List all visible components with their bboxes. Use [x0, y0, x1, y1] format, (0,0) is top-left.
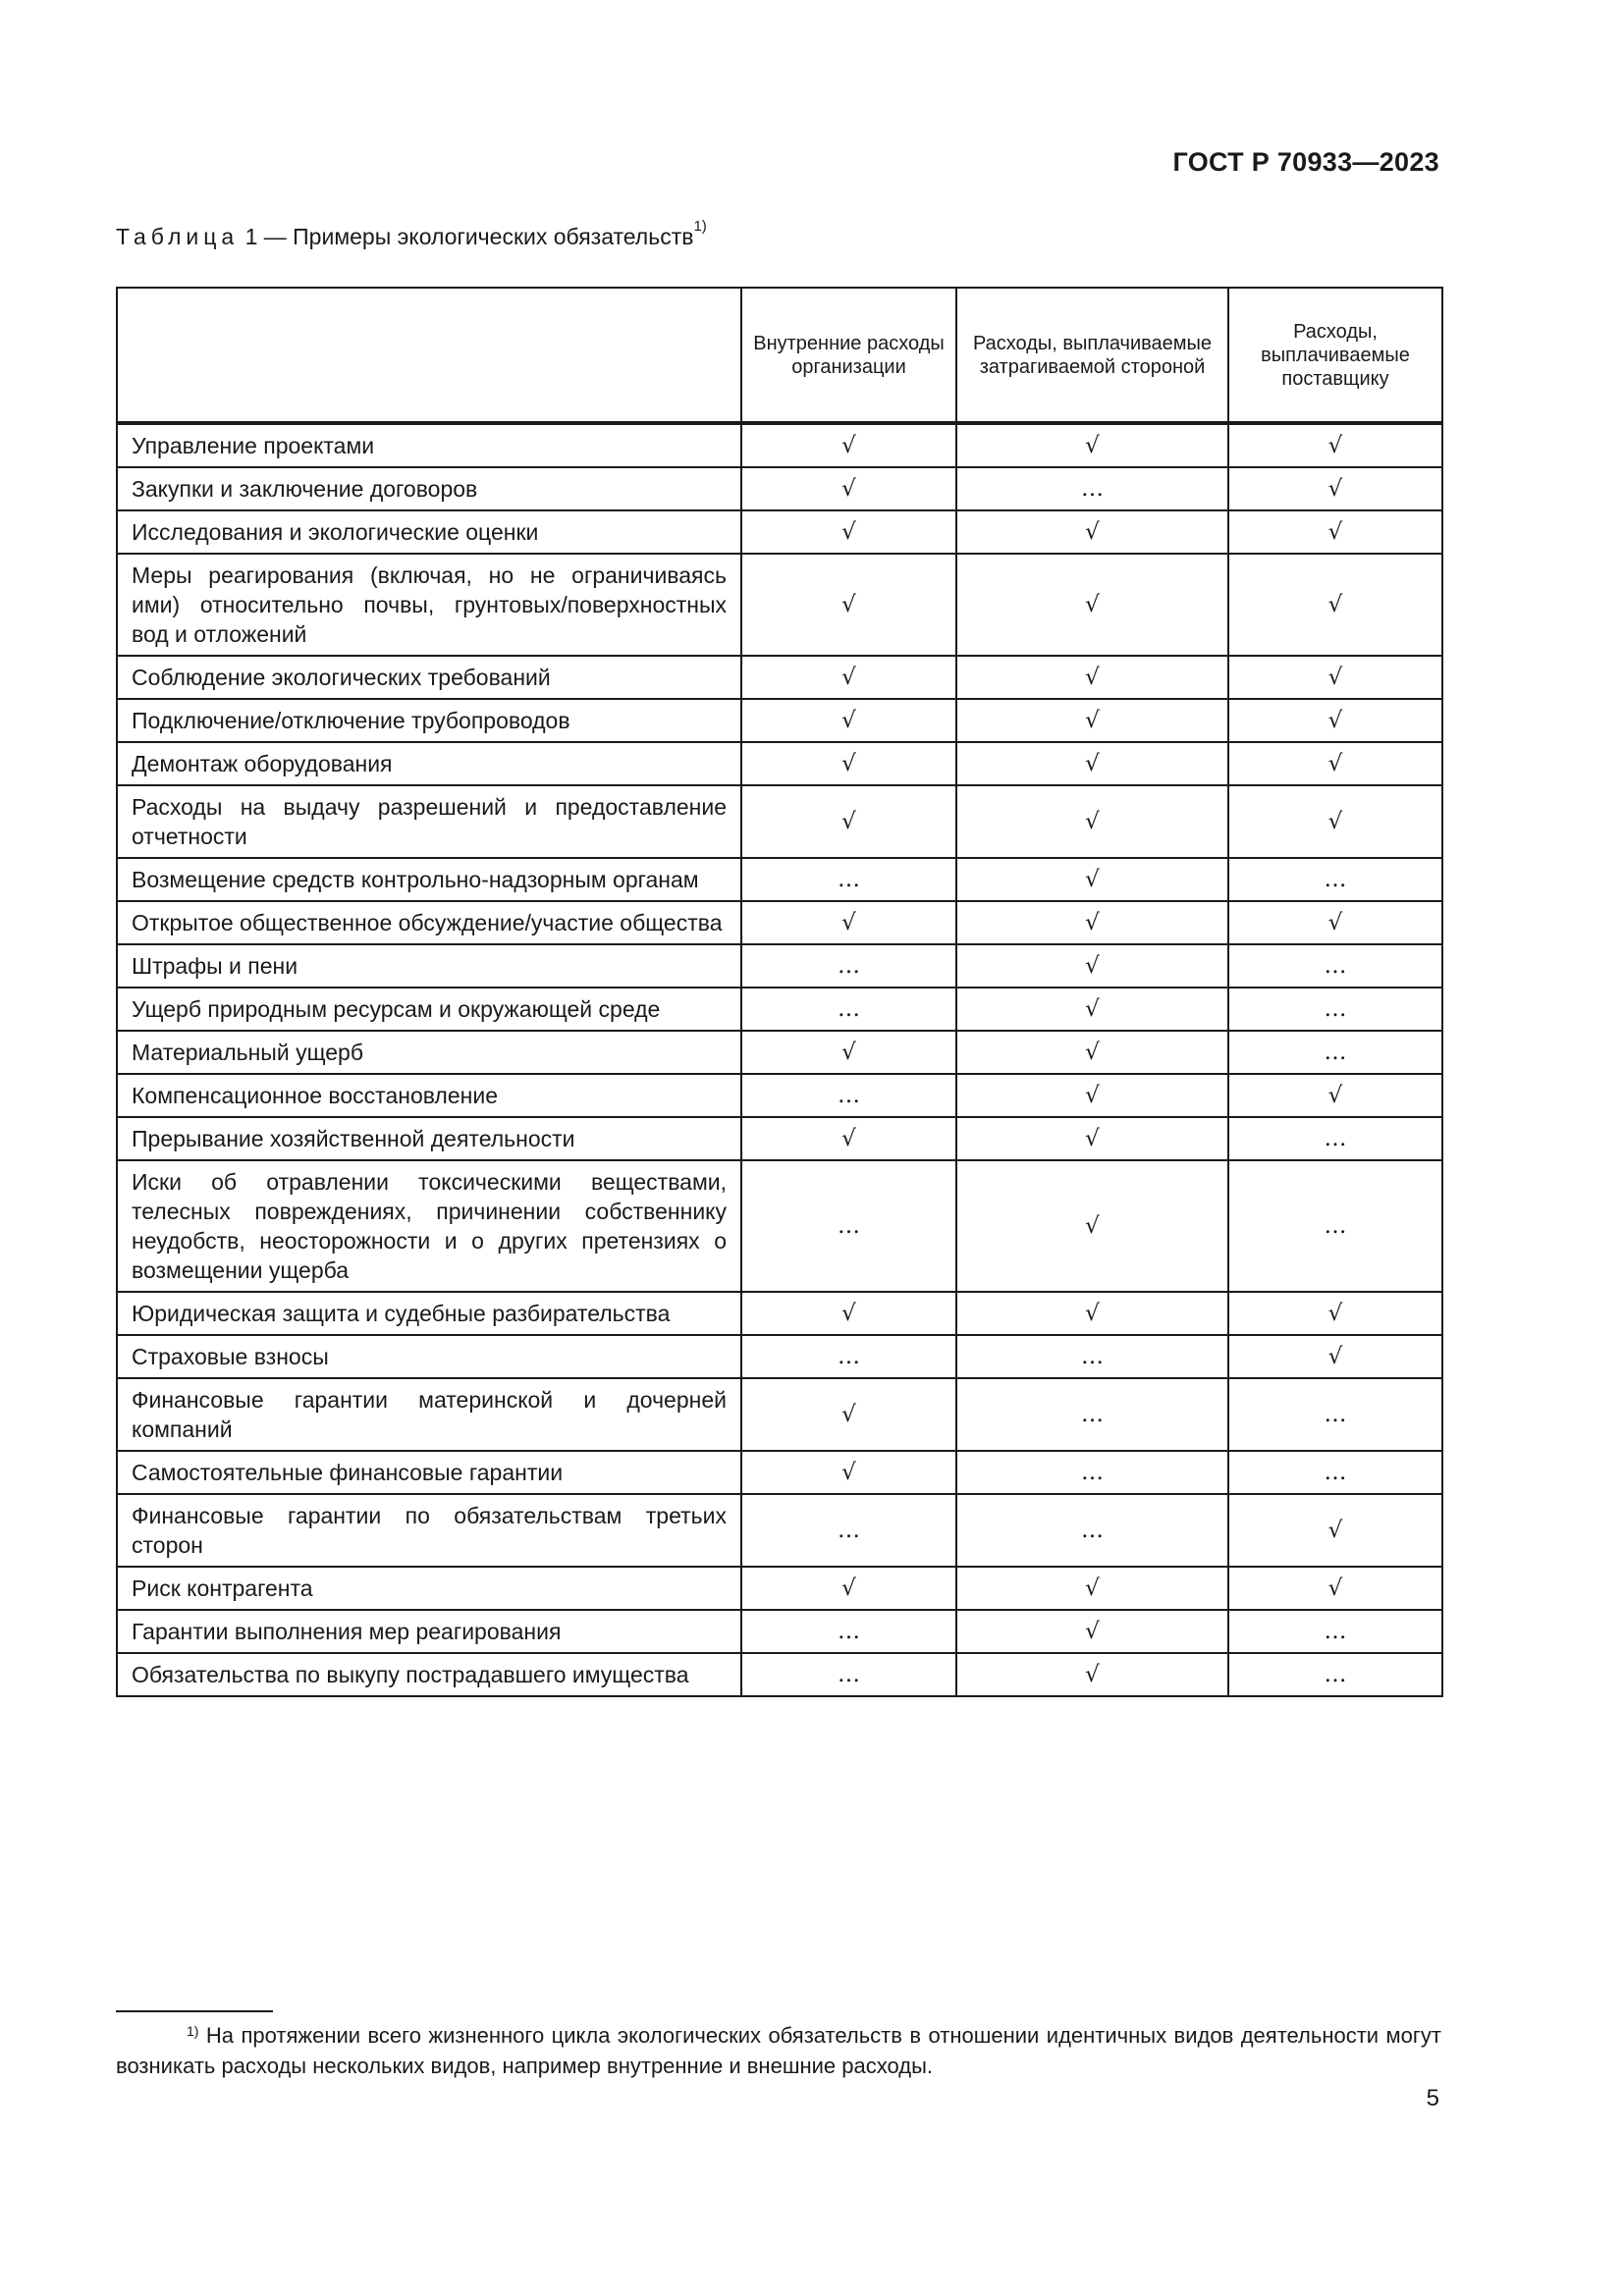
affected-party-costs-cell: √	[956, 785, 1228, 858]
table-row	[117, 785, 1442, 858]
table-row	[117, 467, 1442, 510]
affected-party-costs-cell: √	[956, 1567, 1228, 1610]
affected-party-costs-cell: √	[956, 510, 1228, 554]
supplier-costs-cell: …	[1228, 858, 1442, 901]
row-label: Страховые взносы	[117, 1335, 741, 1378]
row-label: Открытое общественное обсуждение/участие общества	[117, 901, 741, 944]
row-label: Ущерб природным ресурсам и окружающей среде	[117, 988, 741, 1031]
internal-costs-cell: √	[741, 1378, 956, 1451]
affected-party-costs-cell: …	[956, 467, 1228, 510]
table-row	[117, 1292, 1442, 1335]
footnote-rule	[116, 2010, 273, 2012]
internal-costs-cell: …	[741, 944, 956, 988]
supplier-costs-cell: √	[1228, 510, 1442, 554]
internal-costs-cell: √	[741, 1292, 956, 1335]
table-row	[117, 1117, 1442, 1160]
table-row	[117, 1653, 1442, 1696]
supplier-costs-cell: √	[1228, 901, 1442, 944]
row-label: Управление проектами	[117, 423, 741, 467]
internal-costs-cell: √	[741, 901, 956, 944]
affected-party-costs-cell: …	[956, 1451, 1228, 1494]
internal-costs-cell: √	[741, 1117, 956, 1160]
internal-costs-cell: √	[741, 510, 956, 554]
affected-party-costs-cell: √	[956, 1074, 1228, 1117]
affected-party-costs-cell: √	[956, 699, 1228, 742]
affected-party-costs-cell: √	[956, 742, 1228, 785]
table-row	[117, 510, 1442, 554]
table-caption-note-ref: 1)	[693, 218, 707, 235]
supplier-costs-cell: √	[1228, 467, 1442, 510]
supplier-costs-cell: √	[1228, 1292, 1442, 1335]
internal-costs-cell: …	[741, 858, 956, 901]
table-row	[117, 901, 1442, 944]
internal-costs-cell: √	[741, 467, 956, 510]
internal-costs-cell: …	[741, 1335, 956, 1378]
footnote	[116, 2020, 1441, 2081]
affected-party-costs-cell: √	[956, 858, 1228, 901]
row-label: Подключение/отключение трубопроводов	[117, 699, 741, 742]
table-row	[117, 1378, 1442, 1451]
table-row	[117, 1494, 1442, 1567]
supplier-costs-cell: √	[1228, 1494, 1442, 1567]
affected-party-costs-cell: √	[956, 656, 1228, 699]
affected-party-costs-cell: √	[956, 1653, 1228, 1696]
table-caption-prefix: Таблица	[116, 224, 240, 249]
table-row	[117, 423, 1442, 467]
table-header-cell	[117, 288, 741, 423]
internal-costs-cell: …	[741, 988, 956, 1031]
internal-costs-cell: …	[741, 1610, 956, 1653]
supplier-costs-cell: √	[1228, 1567, 1442, 1610]
affected-party-costs-cell: √	[956, 1610, 1228, 1653]
row-label: Обязательства по выкупу пострадавшего имущества	[117, 1653, 741, 1696]
obligations-table	[116, 287, 1443, 1697]
internal-costs-cell: …	[741, 1494, 956, 1567]
supplier-costs-cell: √	[1228, 699, 1442, 742]
affected-party-costs-cell: √	[956, 1292, 1228, 1335]
footnote-marker: 1)	[187, 2023, 199, 2039]
table-body	[117, 423, 1442, 1696]
affected-party-costs-cell: …	[956, 1335, 1228, 1378]
row-label: Закупки и заключение договоров	[117, 467, 741, 510]
table-row	[117, 944, 1442, 988]
internal-costs-cell: √	[741, 1451, 956, 1494]
affected-party-costs-cell: …	[956, 1494, 1228, 1567]
supplier-costs-cell: …	[1228, 988, 1442, 1031]
internal-costs-cell: √	[741, 656, 956, 699]
row-label: Расходы на выдачу разрешений и предоставление отчетности	[117, 785, 741, 858]
row-label: Финансовые гарантии по обязательствам третьих сторон	[117, 1494, 741, 1567]
internal-costs-cell: √	[741, 699, 956, 742]
table-row	[117, 988, 1442, 1031]
supplier-costs-cell: …	[1228, 1653, 1442, 1696]
supplier-costs-cell: …	[1228, 1378, 1442, 1451]
supplier-costs-cell: √	[1228, 656, 1442, 699]
supplier-costs-cell: √	[1228, 423, 1442, 467]
table-row	[117, 858, 1442, 901]
row-label: Гарантии выполнения мер реагирования	[117, 1610, 741, 1653]
internal-costs-cell: …	[741, 1074, 956, 1117]
row-label: Риск контрагента	[117, 1567, 741, 1610]
table-row	[117, 554, 1442, 656]
table-caption	[116, 218, 707, 250]
internal-costs-cell: √	[741, 1567, 956, 1610]
row-label: Самостоятельные финансовые гарантии	[117, 1451, 741, 1494]
supplier-costs-cell: …	[1228, 1610, 1442, 1653]
internal-costs-cell: √	[741, 742, 956, 785]
affected-party-costs-cell: √	[956, 901, 1228, 944]
affected-party-costs-cell: √	[956, 988, 1228, 1031]
row-label: Демонтаж оборудования	[117, 742, 741, 785]
supplier-costs-cell: √	[1228, 554, 1442, 656]
table-row	[117, 1160, 1442, 1292]
table-header-cell: Внутренние расходы организации	[741, 288, 956, 423]
internal-costs-cell: √	[741, 423, 956, 467]
row-label: Исследования и экологические оценки	[117, 510, 741, 554]
table-header-row	[117, 288, 1442, 423]
supplier-costs-cell: …	[1228, 1031, 1442, 1074]
document-code: ГОСТ Р 70933—2023	[1172, 147, 1439, 177]
row-label: Соблюдение экологических требований	[117, 656, 741, 699]
table-row	[117, 1031, 1442, 1074]
affected-party-costs-cell: √	[956, 1031, 1228, 1074]
table-row	[117, 656, 1442, 699]
table-row	[117, 742, 1442, 785]
supplier-costs-cell: …	[1228, 1117, 1442, 1160]
row-label: Меры реагирования (включая, но не ограничиваясь ими) относительно почвы, грунтовых/поверхностных вод и отложений	[117, 554, 741, 656]
affected-party-costs-cell: √	[956, 423, 1228, 467]
row-label: Юридическая защита и судебные разбирательства	[117, 1292, 741, 1335]
table-header-cell: Расходы, выплачиваемые затрагиваемой стороной	[956, 288, 1228, 423]
row-label: Возмещение средств контрольно-надзорным органам	[117, 858, 741, 901]
supplier-costs-cell: √	[1228, 785, 1442, 858]
supplier-costs-cell: √	[1228, 742, 1442, 785]
table-header-cell: Расходы, выплачиваемые поставщику	[1228, 288, 1442, 423]
supplier-costs-cell: √	[1228, 1074, 1442, 1117]
affected-party-costs-cell: √	[956, 554, 1228, 656]
affected-party-costs-cell: …	[956, 1378, 1228, 1451]
footnote-text: На протяжении всего жизненного цикла экологических обязательств в отношении идентичных видов деятельности могут возникать расходы нескольких видов, например внутренние и внешние расходы.	[116, 2023, 1441, 2078]
table-caption-text: 1 — Примеры экологических обязательств	[244, 224, 694, 249]
supplier-costs-cell: …	[1228, 1160, 1442, 1292]
page-number: 5	[1426, 2085, 1439, 2111]
internal-costs-cell: √	[741, 554, 956, 656]
row-label: Штрафы и пени	[117, 944, 741, 988]
internal-costs-cell: √	[741, 1031, 956, 1074]
row-label: Иски об отравлении токсическими веществами, телесных повреждениях, причинении собственнику неудобств, неосторожности и о других претензиях о возмещении ущерба	[117, 1160, 741, 1292]
affected-party-costs-cell: √	[956, 1160, 1228, 1292]
supplier-costs-cell: …	[1228, 1451, 1442, 1494]
affected-party-costs-cell: √	[956, 944, 1228, 988]
supplier-costs-cell: …	[1228, 944, 1442, 988]
table-row	[117, 1074, 1442, 1117]
table-row	[117, 1610, 1442, 1653]
row-label: Прерывание хозяйственной деятельности	[117, 1117, 741, 1160]
row-label: Компенсационное восстановление	[117, 1074, 741, 1117]
supplier-costs-cell: √	[1228, 1335, 1442, 1378]
affected-party-costs-cell: √	[956, 1117, 1228, 1160]
table-row	[117, 699, 1442, 742]
table-row	[117, 1567, 1442, 1610]
table-row	[117, 1335, 1442, 1378]
row-label: Финансовые гарантии материнской и дочерней компаний	[117, 1378, 741, 1451]
internal-costs-cell: √	[741, 785, 956, 858]
internal-costs-cell: …	[741, 1160, 956, 1292]
internal-costs-cell: …	[741, 1653, 956, 1696]
row-label: Материальный ущерб	[117, 1031, 741, 1074]
table-row	[117, 1451, 1442, 1494]
